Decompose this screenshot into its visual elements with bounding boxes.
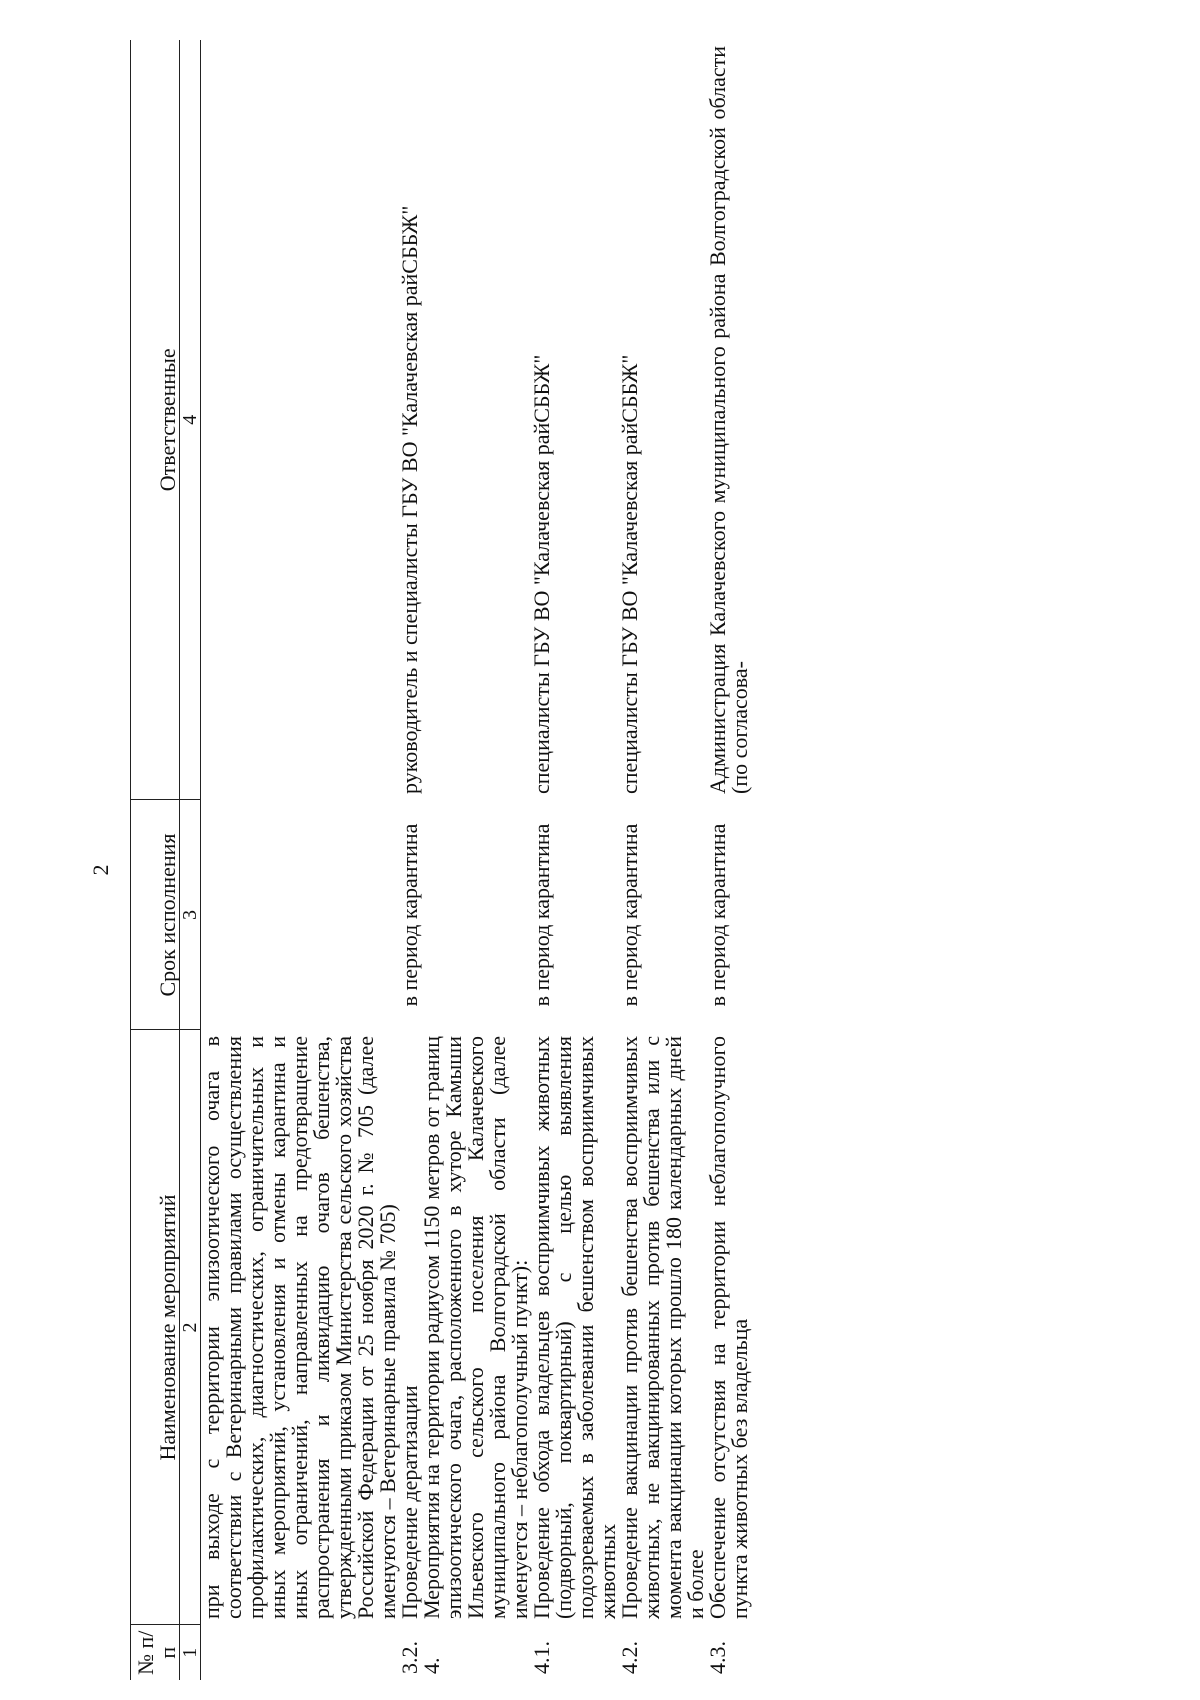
row-name: при выходе с территории эпизоотического очага в соответствии с Ветеринарными правилами осуществления профилактических, диагностических, ограничительных и иных мероприятий, установления и отмены карантина и иных ограничений, направленных на предотвращение распространения и ликвидацию очагов бешенства, утвержденными приказом Министерства сельского хозяйства Российской Федерации от 25 ноября 2020 г. № 705 (далее именуются – Ветеринарные правила № 705): [199, 1036, 400, 1619]
row-responsible: специалисты ГБУ ВО "Калачевская райСББЖ": [617, 354, 642, 794]
row-term: в период карантина: [617, 823, 642, 1007]
table-row: [707, 40, 751, 1680]
row-number: 4.3.: [705, 1641, 730, 1674]
table-row: [421, 40, 531, 1680]
table-header-row: [131, 40, 180, 1680]
row-name: Проведение дератизации: [397, 1385, 422, 1619]
table-row: [201, 40, 400, 1680]
row-number: 4.2.: [617, 1641, 642, 1674]
row-term: в период карантина: [705, 823, 730, 1007]
row-responsible: [201, 40, 400, 800]
table-row: [531, 40, 619, 1680]
row-number: 4.1.: [529, 1641, 554, 1674]
row-term: в период карантина: [529, 823, 554, 1007]
row-responsible: специалисты ГБУ ВО "Калачевская райСББЖ": [529, 354, 554, 794]
header-number-2: 2: [180, 1030, 201, 1625]
header-col-term: Срок исполнения: [131, 800, 180, 1030]
page-number: 2: [88, 864, 113, 876]
rotated-document-page: [90, 30, 1200, 1700]
table-header-numbers-row: [180, 40, 201, 1680]
row-term: [421, 800, 531, 1030]
row-term: в период карантина: [397, 823, 422, 1007]
row-name: Обеспечение отсутствия на территории неблагополучного пункта животных без владельца: [705, 1036, 752, 1619]
row-number: 4.: [419, 1657, 444, 1674]
header-number-3: 3: [180, 800, 201, 1030]
measures-table: [130, 40, 751, 1680]
row-responsible: [421, 40, 531, 800]
table-row: [399, 40, 421, 1680]
row-term: [201, 800, 400, 1030]
row-number: 3.2.: [397, 1641, 422, 1674]
row-responsible: руководитель и специалисты ГБУ ВО "Калачевская райСББЖ": [397, 205, 422, 794]
header-number-4: 4: [180, 40, 201, 800]
header-col-number: № п/п: [131, 1625, 180, 1680]
row-responsible: Администрация Калачевского муниципального района Волгоградской области (по согласова-: [705, 46, 752, 794]
row-name: Проведение обхода владельцев восприимчивых животных (подворный, поквартирный) с целью выявления подозреваемых в заболевании бешенством восприимчивых животных: [529, 1036, 620, 1619]
table-row: [619, 40, 707, 1680]
row-number: [201, 1625, 400, 1680]
header-col-responsible: Ответственные: [131, 40, 180, 800]
row-name: Проведение вакцинации против бешенства восприимчивых животных, не вакцинированных против бешенства или с момента вакцинации которых прошло 180 календарных дней и более: [617, 1036, 708, 1619]
row-name: Мероприятия на территории радиусом 1150 метров от границ эпизоотического очага, расположенного в хуторе Камыши Ильевского сельского поселения Калачевского муниципального района Волгоградской области (далее именуется – неблагополучный пункт):: [419, 1036, 532, 1619]
header-col-name: Наименование мероприятий: [131, 1030, 180, 1625]
header-number-1: 1: [180, 1625, 201, 1680]
